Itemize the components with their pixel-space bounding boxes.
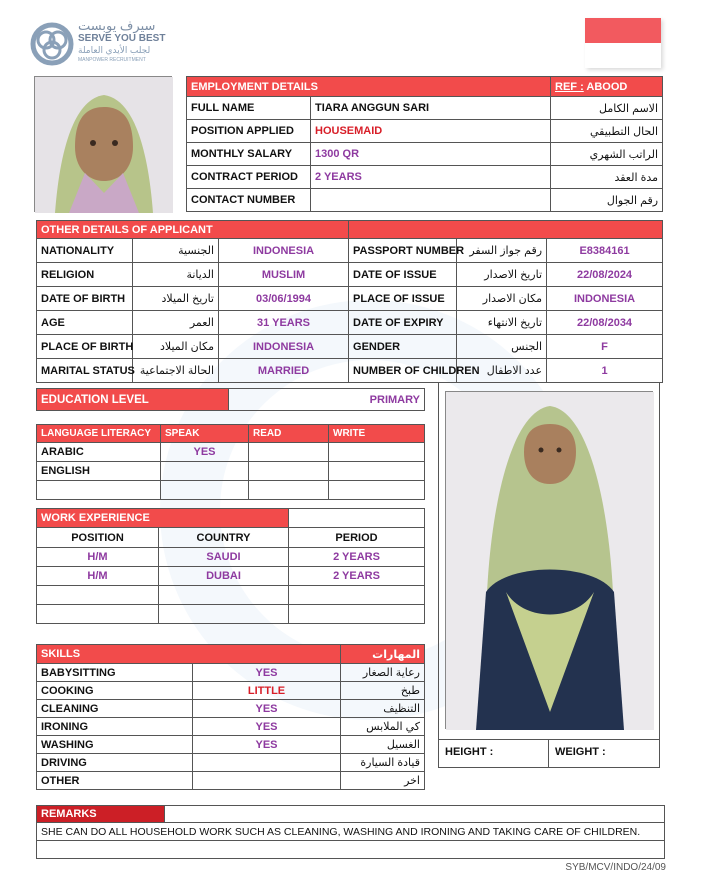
contact-value bbox=[311, 189, 551, 212]
write-value bbox=[329, 443, 425, 462]
skill-name-ar: كي الملابس bbox=[341, 718, 425, 736]
details-row bbox=[37, 311, 663, 335]
skill-value bbox=[193, 772, 341, 790]
field-label: MONTHLY SALARY bbox=[187, 143, 311, 166]
skill-row bbox=[37, 736, 425, 754]
value: 22/08/2024 bbox=[547, 263, 663, 287]
skill-row bbox=[37, 700, 425, 718]
skill-name: BABYSITTING bbox=[37, 664, 193, 682]
brand-sub-ar: لجلب الأيدي العاملة bbox=[78, 45, 151, 55]
work-position: H/M bbox=[37, 567, 159, 586]
employment-row bbox=[187, 97, 663, 120]
skill-name-ar: رعاية الصغار bbox=[341, 664, 425, 682]
period-column-header: PERIOD bbox=[289, 528, 425, 548]
other-details-header-blank bbox=[349, 221, 663, 239]
ref-cell bbox=[551, 77, 663, 97]
skill-row bbox=[37, 664, 425, 682]
field-label-ar: الراتب الشهري bbox=[551, 143, 663, 166]
language-name: ENGLISH bbox=[37, 462, 161, 481]
other-details-header: OTHER DETAILS OF APPLICANT bbox=[37, 221, 349, 239]
value: E8384161 bbox=[547, 239, 663, 263]
work-experience-header: WORK EXPERIENCE bbox=[37, 509, 289, 528]
value: MUSLIM bbox=[219, 263, 349, 287]
skills-header-ar: المهارات bbox=[341, 645, 425, 664]
skills-table bbox=[36, 644, 425, 790]
label: NATIONALITY bbox=[37, 239, 133, 263]
field-label-ar: مدة العقد bbox=[551, 166, 663, 189]
skill-name-ar: الغسيل bbox=[341, 736, 425, 754]
remarks-header-blank bbox=[165, 806, 665, 823]
skill-name: WASHING bbox=[37, 736, 193, 754]
work-country: SAUDI bbox=[159, 548, 289, 567]
country-column-header: COUNTRY bbox=[159, 528, 289, 548]
value: 03/06/1994 bbox=[219, 287, 349, 311]
label-ar: مكان الاصدار bbox=[457, 287, 547, 311]
label-ar: الديانة bbox=[133, 263, 219, 287]
work-row-empty bbox=[37, 605, 425, 624]
skill-row bbox=[37, 772, 425, 790]
full-name-value: TIARA ANGGUN SARI bbox=[311, 97, 551, 120]
indonesia-flag-icon bbox=[585, 18, 661, 68]
value: F bbox=[547, 335, 663, 359]
other-details-table bbox=[36, 220, 663, 383]
value: INDONESIA bbox=[219, 335, 349, 359]
label: DATE OF ISSUE bbox=[349, 263, 457, 287]
skill-name: CLEANING bbox=[37, 700, 193, 718]
skill-name: OTHER bbox=[37, 772, 193, 790]
skill-name-ar: طبخ bbox=[341, 682, 425, 700]
label-ar: مكان الميلاد bbox=[133, 335, 219, 359]
skill-name-ar: التنظيف bbox=[341, 700, 425, 718]
label: AGE bbox=[37, 311, 133, 335]
field-label: FULL NAME bbox=[187, 97, 311, 120]
read-header: READ bbox=[249, 425, 329, 443]
write-value bbox=[329, 462, 425, 481]
language-row bbox=[37, 443, 425, 462]
skill-row bbox=[37, 682, 425, 700]
skill-name: COOKING bbox=[37, 682, 193, 700]
skill-name-ar: قيادة السيارة bbox=[341, 754, 425, 772]
skill-value: YES bbox=[193, 736, 341, 754]
language-table bbox=[36, 424, 425, 500]
label: RELIGION bbox=[37, 263, 133, 287]
language-name: ARABIC bbox=[37, 443, 161, 462]
label: DATE OF EXPIRY bbox=[349, 311, 457, 335]
work-row-empty bbox=[37, 586, 425, 605]
speak-value bbox=[161, 462, 249, 481]
skills-header: SKILLS bbox=[37, 645, 341, 664]
brand-name-ar: سيرف يوبست bbox=[78, 18, 156, 33]
work-row bbox=[37, 548, 425, 567]
details-row bbox=[37, 359, 663, 383]
speak-header: SPEAK bbox=[161, 425, 249, 443]
remarks-text: SHE CAN DO ALL HOUSEHOLD WORK SUCH AS CLEANING, WASHING AND IRONING AND TAKING CARE OF CHILDREN. bbox=[37, 823, 665, 841]
label: DATE OF BIRTH bbox=[37, 287, 133, 311]
work-experience-table bbox=[36, 508, 425, 624]
language-row bbox=[37, 462, 425, 481]
label-ar: الحالة الاجتماعية bbox=[133, 359, 219, 383]
label: GENDER bbox=[349, 335, 457, 359]
value: 22/08/2034 bbox=[547, 311, 663, 335]
skill-name-ar: اخر bbox=[341, 772, 425, 790]
label: PLACE OF BIRTH bbox=[37, 335, 133, 359]
label-ar: رقم جواز السفر bbox=[457, 239, 547, 263]
read-value bbox=[249, 462, 329, 481]
field-label-ar: الحال التطبيقي bbox=[551, 120, 663, 143]
skill-value bbox=[193, 754, 341, 772]
label: MARITAL STATUS bbox=[37, 359, 133, 383]
value: INDONESIA bbox=[219, 239, 349, 263]
value: MARRIED bbox=[219, 359, 349, 383]
label-ar: عدد الاطفال bbox=[457, 359, 547, 383]
value: 1 bbox=[547, 359, 663, 383]
skill-name: DRIVING bbox=[37, 754, 193, 772]
label-ar: تاريخ الانتهاء bbox=[457, 311, 547, 335]
field-label: CONTRACT PERIOD bbox=[187, 166, 311, 189]
full-body-photo-frame bbox=[438, 382, 660, 768]
work-period: 2 YEARS bbox=[289, 567, 425, 586]
details-row bbox=[37, 239, 663, 263]
logo-icon bbox=[30, 22, 74, 66]
read-value bbox=[249, 443, 329, 462]
field-label-ar: رقم الجوال bbox=[551, 189, 663, 212]
applicant-full-photo bbox=[445, 391, 653, 729]
value: 31 YEARS bbox=[219, 311, 349, 335]
company-logo bbox=[30, 18, 170, 70]
value: INDONESIA bbox=[547, 287, 663, 311]
document-code: SYB/MCV/INDO/24/09 bbox=[565, 862, 666, 873]
work-position: H/M bbox=[37, 548, 159, 567]
contract-value: 2 YEARS bbox=[311, 166, 551, 189]
employment-row bbox=[187, 143, 663, 166]
write-header: WRITE bbox=[329, 425, 425, 443]
skill-row bbox=[37, 718, 425, 736]
field-label: CONTACT NUMBER bbox=[187, 189, 311, 212]
education-label: EDUCATION LEVEL bbox=[37, 389, 229, 411]
brand-sub-en: MANPOWER RECRUITMENT bbox=[78, 57, 146, 63]
skill-name: IRONING bbox=[37, 718, 193, 736]
remarks-header: REMARKS bbox=[37, 806, 165, 823]
remarks-empty-row bbox=[37, 841, 665, 859]
employment-row bbox=[187, 120, 663, 143]
label-ar: تاريخ الميلاد bbox=[133, 287, 219, 311]
salary-value: 1300 QR bbox=[311, 143, 551, 166]
position-column-header: POSITION bbox=[37, 528, 159, 548]
education-value: PRIMARY bbox=[229, 389, 425, 411]
remarks-table bbox=[36, 805, 665, 859]
employment-row bbox=[187, 189, 663, 212]
position-value: HOUSEMAID bbox=[311, 120, 551, 143]
label-ar: العمر bbox=[133, 311, 219, 335]
ref-label: REF : bbox=[555, 80, 584, 93]
details-row bbox=[37, 335, 663, 359]
brand-name-en: SERVE YOU BEST bbox=[78, 33, 166, 44]
employment-header: EMPLOYMENT DETAILS bbox=[187, 77, 551, 97]
label-ar: الجنس bbox=[457, 335, 547, 359]
skill-value: YES bbox=[193, 664, 341, 682]
height-label: HEIGHT : bbox=[439, 740, 549, 768]
skill-value: YES bbox=[193, 718, 341, 736]
skill-row bbox=[37, 754, 425, 772]
label-ar: الجنسية bbox=[133, 239, 219, 263]
ref-value: ABOOD bbox=[586, 80, 628, 93]
field-label: POSITION APPLIED bbox=[187, 120, 311, 143]
speak-value: YES bbox=[161, 443, 249, 462]
label-ar: تاريخ الاصدار bbox=[457, 263, 547, 287]
label: PLACE OF ISSUE bbox=[349, 287, 457, 311]
education-table bbox=[36, 388, 425, 411]
work-period: 2 YEARS bbox=[289, 548, 425, 567]
language-row-empty bbox=[37, 481, 425, 500]
skill-value: YES bbox=[193, 700, 341, 718]
details-row bbox=[37, 287, 663, 311]
label: NUMBER OF CHILDREN bbox=[349, 359, 457, 383]
applicant-headshot bbox=[34, 76, 172, 212]
language-header: LANGUAGE LITERACY bbox=[37, 425, 161, 443]
work-row bbox=[37, 567, 425, 586]
work-header-blank bbox=[289, 509, 425, 528]
label: PASSPORT NUMBER bbox=[349, 239, 457, 263]
employment-row bbox=[187, 166, 663, 189]
details-row bbox=[37, 263, 663, 287]
field-label-ar: الاسم الكامل bbox=[551, 97, 663, 120]
work-country: DUBAI bbox=[159, 567, 289, 586]
skill-value: LITTLE bbox=[193, 682, 341, 700]
employment-details-table bbox=[186, 76, 663, 212]
weight-label: WEIGHT : bbox=[555, 746, 606, 758]
